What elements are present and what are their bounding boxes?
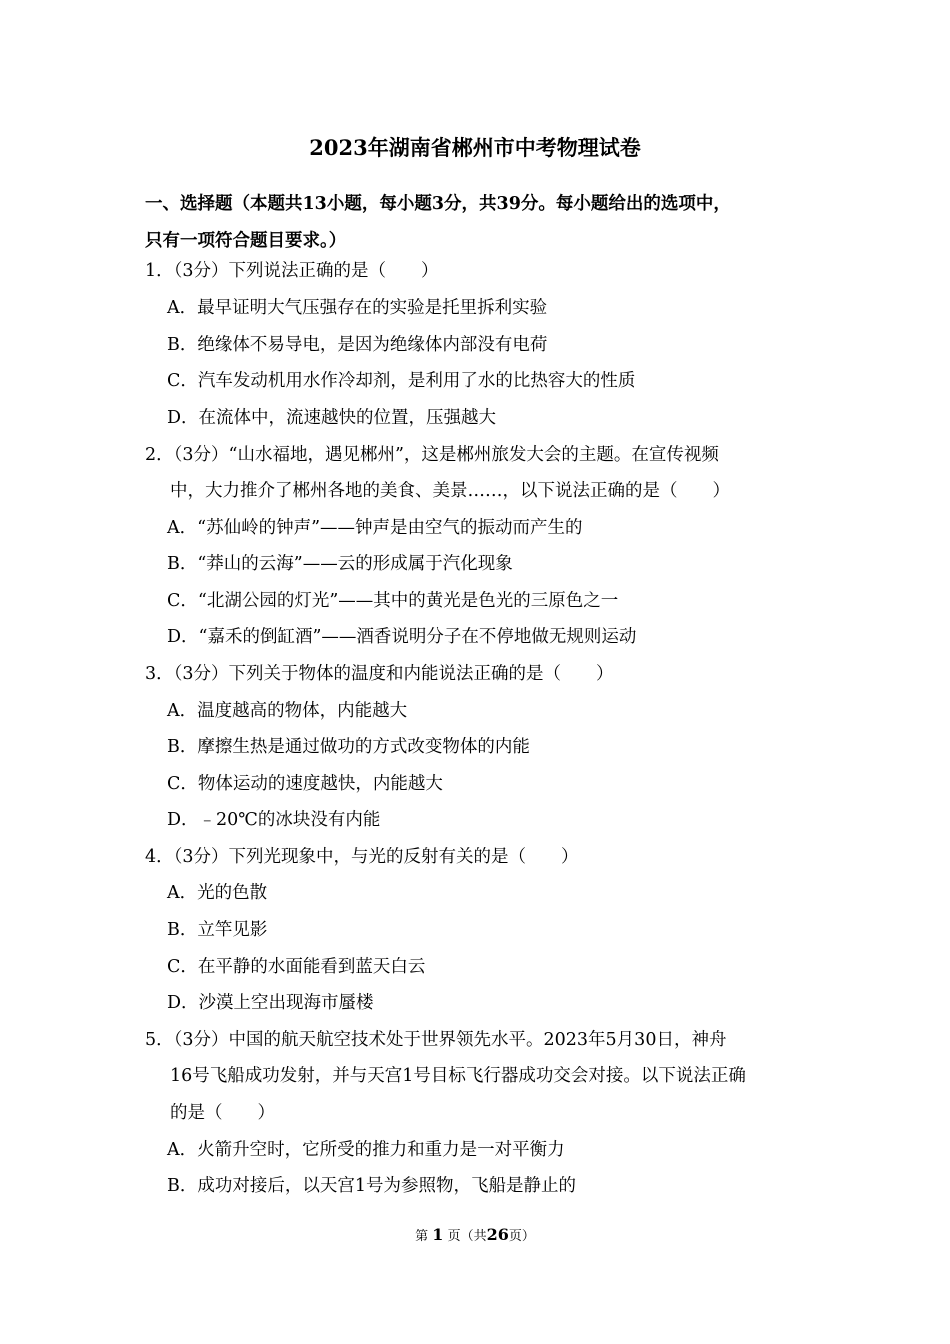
section-heading-line-1: 一、选择题（本题共13小题，每小题3分，共39分。每小题给出的选项中， xyxy=(145,194,731,214)
question-3-option-d: D．﹣20℃的冰块没有内能 xyxy=(167,810,381,830)
question-5-stem-line-2: 16号飞船成功发射，并与天宫1号目标飞行器成功交会对接。以下说法正确 xyxy=(170,1066,746,1086)
question-2-option-a: A．“苏仙岭的钟声”——钟声是由空气的振动而产生的 xyxy=(167,518,583,538)
footer-prefix: 第 xyxy=(415,1229,429,1244)
page-footer xyxy=(0,1224,950,1248)
question-1-option-c: C．汽车发动机用水作冷却剂，是利用了水的比热容大的性质 xyxy=(167,371,636,391)
question-4-option-d: D．沙漠上空出现海市蜃楼 xyxy=(167,993,374,1013)
question-4-option-a: A．光的色散 xyxy=(167,883,268,903)
question-2-option-d: D．“嘉禾的倒缸酒”——酒香说明分子在不停地做无规则运动 xyxy=(167,627,637,647)
question-1-stem: 1．（3分）下列说法正确的是（ ） xyxy=(145,261,439,281)
question-3-stem: 3．（3分）下列关于物体的温度和内能说法正确的是（ ） xyxy=(145,664,614,684)
section-heading-line-2: 只有一项符合题目要求。） xyxy=(145,231,347,251)
question-3-option-c: C．物体运动的速度越快，内能越大 xyxy=(167,774,443,794)
footer-suffix: 页） xyxy=(508,1229,535,1244)
question-5-option-b: B．成功对接后，以天宫1号为参照物，飞船是静止的 xyxy=(167,1176,576,1196)
question-5-stem-line-3: 的是（ ） xyxy=(170,1103,275,1123)
question-1-option-b: B．绝缘体不易导电，是因为绝缘体内部没有电荷 xyxy=(167,335,548,355)
footer-page-number: 1 xyxy=(432,1225,444,1244)
question-1-option-a: A．最早证明大气压强存在的实验是托里拆利实验 xyxy=(167,298,548,318)
question-4-option-b: B．立竿见影 xyxy=(167,920,268,940)
question-1-option-d: D．在流体中，流速越快的位置，压强越大 xyxy=(167,408,497,428)
question-3-option-b: B．摩擦生热是通过做功的方式改变物体的内能 xyxy=(167,737,530,757)
question-2-stem-line-1: 2．（3分）“山水福地，遇见郴州”，这是郴州旅发大会的主题。在宣传视频 xyxy=(145,445,719,465)
question-3-option-a: A．温度越高的物体，内能越大 xyxy=(167,701,408,721)
question-4-stem: 4．（3分）下列光现象中，与光的反射有关的是（ ） xyxy=(145,847,579,867)
question-5-stem-line-1: 5．（3分）中国的航天航空技术处于世界领先水平。2023年5月30日，神舟 xyxy=(145,1030,727,1050)
exam-title: 2023年湖南省郴州市中考物理试卷 xyxy=(309,135,641,160)
question-2-option-c: C．“北湖公园的灯光”——其中的黄光是色光的三原色之一 xyxy=(167,591,619,611)
section-heading xyxy=(145,186,810,260)
question-2-stem-line-2: 中，大力推介了郴州各地的美食、美景……，以下说法正确的是（ ） xyxy=(170,481,730,501)
footer-total-pages: 26 xyxy=(486,1225,509,1244)
question-2-option-b: B．“莽山的云海”——云的形成属于汽化现象 xyxy=(167,554,513,574)
question-4-option-c: C．在平静的水面能看到蓝天白云 xyxy=(167,957,426,977)
footer-middle: 页（共 xyxy=(447,1229,487,1244)
question-5-option-a: A．火箭升空时，它所受的推力和重力是一对平衡力 xyxy=(167,1140,565,1160)
